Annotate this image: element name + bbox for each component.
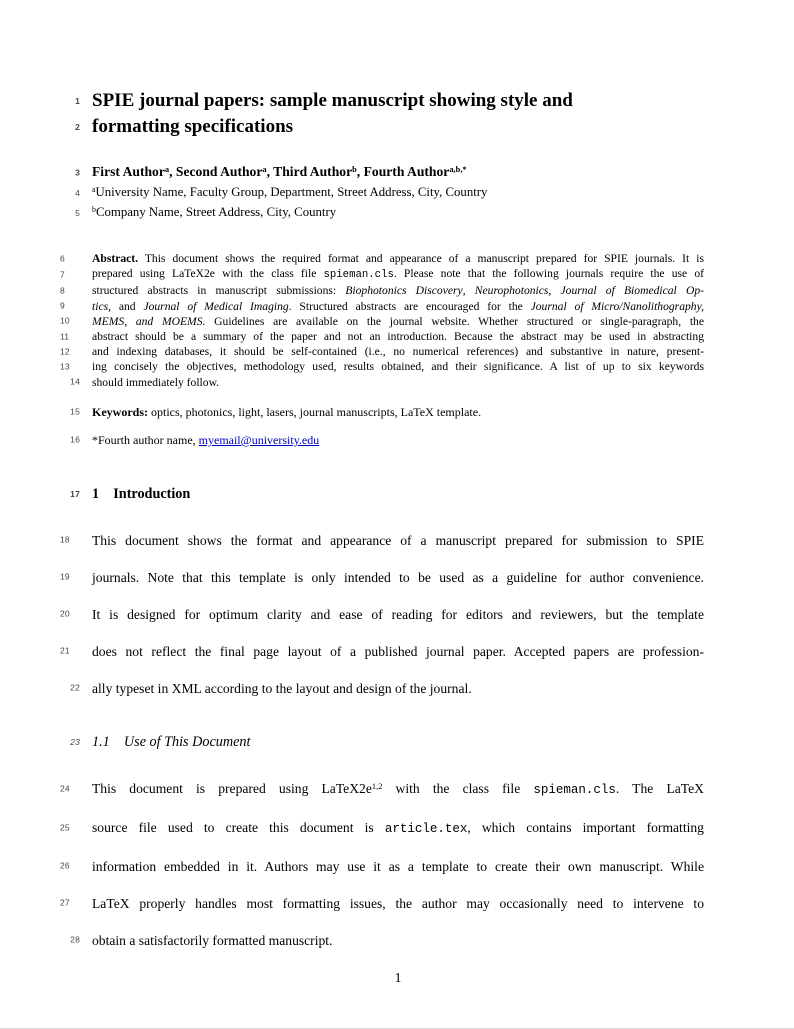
manuscript-line	[70, 732, 704, 752]
text-segment: ,	[462, 284, 475, 298]
manuscript-line	[70, 432, 704, 448]
line-number: 24	[60, 783, 70, 794]
superscript: b	[352, 164, 357, 175]
superscript: 1,2	[371, 781, 383, 792]
italic-text: Neurophotonics	[474, 284, 549, 298]
text-segment: , Fourth Author	[356, 164, 450, 179]
manuscript-lines	[60, 88, 704, 987]
manuscript-line	[75, 203, 704, 223]
text-segment: ,	[548, 284, 561, 298]
line-number: 17	[70, 488, 80, 499]
page-number	[92, 969, 704, 987]
line-number: 28	[70, 934, 80, 945]
text-segment: Guidelines are available on the journal website. Whether structured or single-paragraph, the	[205, 314, 704, 328]
text-segment: This document shows the format and appearance of a manuscript prepared for submission to SPIE	[92, 532, 704, 548]
manuscript-line	[60, 809, 704, 848]
text-segment: ally typeset in XML according to the layout and design of the journal.	[92, 680, 472, 696]
superscript: a	[164, 164, 170, 175]
italic-text: Biophotonics Discovery	[345, 284, 463, 298]
code-text: article.tex	[384, 821, 468, 836]
italic-text: tics	[92, 299, 109, 313]
manuscript-line	[60, 596, 704, 633]
text-segment: obtain a satisfactorily formatted manuscript.	[92, 932, 333, 948]
line-number: 5	[75, 208, 80, 218]
text-segment: 1.1 Use of This Document	[92, 733, 251, 750]
manuscript-line	[70, 670, 704, 707]
line-number: 15	[70, 406, 80, 417]
manuscript-line	[70, 375, 704, 390]
manuscript-line	[60, 559, 704, 596]
text-segment: should immediately follow.	[92, 375, 220, 389]
text-segment: structured abstracts in manuscript submissions:	[92, 284, 346, 298]
manuscript-line	[60, 329, 704, 344]
manuscript-line	[60, 266, 704, 283]
line-number: 2	[75, 122, 80, 132]
line-number: 21	[60, 645, 70, 656]
line-number: 12	[60, 346, 70, 357]
manuscript-line	[60, 283, 704, 298]
manuscript-line	[60, 314, 704, 329]
text-segment: 1	[394, 969, 402, 985]
text-segment: . Please note that the following journals require the use of	[393, 267, 704, 281]
italic-text: Journal of Biomedical Op-	[560, 284, 704, 298]
manuscript-line	[60, 299, 704, 314]
text-segment: ing concisely the objectives, methodology used, results obtained, and their significance. A list of up to six keywords	[92, 360, 704, 374]
code-text: spieman.cls	[533, 782, 616, 797]
manuscript-line	[70, 484, 704, 504]
text-segment: formatting specifications	[92, 116, 294, 137]
text-segment: University Name, Faculty Group, Department, Street Address, City, Country	[95, 185, 488, 199]
text-segment: *Fourth author name,	[92, 432, 199, 447]
italic-text: Journal of Micro/Nanolithography,	[530, 299, 704, 313]
italic-text: Journal of Medical Imaging	[143, 299, 289, 313]
text-segment: . Structured abstracts are encouraged for the	[288, 299, 531, 313]
manuscript-line	[60, 344, 704, 359]
manuscript-line	[75, 183, 704, 203]
line-number: 27	[60, 897, 70, 908]
line-number: 3	[75, 167, 80, 177]
text-segment: , Second Author	[169, 164, 263, 179]
superscript: a	[262, 164, 267, 175]
manuscript-line	[75, 88, 704, 114]
text-segment: SPIE journal papers: sample manuscript showing style and	[92, 90, 573, 111]
text-segment: It is designed for optimum clarity and ease of reading for editors and reviewers, but the template	[92, 606, 704, 622]
text-segment: information embedded in it. Authors may use it as a template to create their own manuscript. While	[92, 858, 704, 874]
email-link[interactable]: myemail@university.edu	[198, 432, 320, 447]
manuscript-line	[60, 251, 704, 266]
text-segment: . The LaTeX	[615, 780, 704, 796]
text-segment: LaTeX properly handles most formatting issues, the author may occasionally need to intervene to	[92, 895, 704, 911]
manuscript-line	[70, 404, 704, 420]
line-number: 14	[70, 376, 80, 387]
manuscript-line	[60, 885, 704, 922]
text-segment: , Third Author	[266, 164, 353, 179]
text-segment: optics, photonics, light, lasers, journal manuscripts, LaTeX template.	[148, 404, 482, 419]
line-number: 26	[60, 860, 70, 871]
bold-text: Abstract.	[92, 252, 139, 265]
line-number: 4	[75, 188, 80, 198]
manuscript-line	[60, 848, 704, 885]
line-number: 9	[60, 300, 65, 311]
text-segment: prepared using LaTeX2e with the class file	[92, 267, 324, 281]
text-segment: and indexing databases, it should be self-contained (i.e., no numerical references) and substantive in nature, present-	[92, 345, 704, 359]
text-segment: First Author	[92, 164, 165, 179]
line-number: 19	[60, 571, 70, 582]
text-segment: This document is prepared using LaTeX2e	[92, 780, 372, 796]
text-segment: , and	[108, 299, 144, 313]
line-number: 8	[60, 285, 65, 296]
superscript: a	[92, 185, 96, 195]
line-number: 6	[60, 252, 65, 263]
manuscript-line	[60, 359, 704, 374]
line-number: 18	[60, 534, 70, 545]
text-segment: abstract should be a summary of the paper and not an introduction. Because the abstract may be used in abstracting	[92, 330, 704, 344]
text-segment: This document shows the required format and appearance of a manuscript prepared for SPIE journals. It is	[138, 252, 704, 265]
manuscript-line	[60, 522, 704, 559]
line-number: 20	[60, 608, 70, 619]
line-number: 16	[70, 434, 80, 445]
superscript: a,b,*	[449, 164, 467, 175]
line-number: 25	[60, 822, 70, 833]
text-segment: , which contains important formatting	[467, 819, 704, 835]
code-text: spieman.cls	[323, 269, 394, 282]
line-number: 13	[60, 361, 70, 372]
manuscript-line	[75, 162, 704, 183]
manuscript-line	[60, 770, 704, 809]
line-number: 1	[75, 96, 80, 106]
line-number: 22	[70, 682, 80, 693]
manuscript-line	[60, 633, 704, 670]
bold-text: Keywords:	[92, 404, 148, 419]
manuscript-line	[70, 922, 704, 959]
line-number: 11	[60, 331, 70, 342]
line-number: 7	[60, 269, 65, 280]
text-segment: journals. Note that this template is only intended to be used as a guideline for author convenience.	[92, 569, 704, 585]
superscript: b	[92, 205, 96, 215]
line-number: 23	[70, 736, 80, 747]
text-segment: Company Name, Street Address, City, Country	[95, 205, 337, 219]
text-segment: 1 Introduction	[92, 485, 191, 502]
text-segment: source file used to create this document is	[92, 819, 385, 835]
line-number: 10	[60, 315, 70, 326]
text-segment: does not reflect the final page layout of a published journal paper. Accepted papers are profession-	[92, 643, 704, 659]
text-segment: with the class file	[382, 780, 534, 796]
italic-text: MEMS, and MOEMS.	[92, 314, 206, 328]
manuscript-line	[75, 114, 704, 140]
